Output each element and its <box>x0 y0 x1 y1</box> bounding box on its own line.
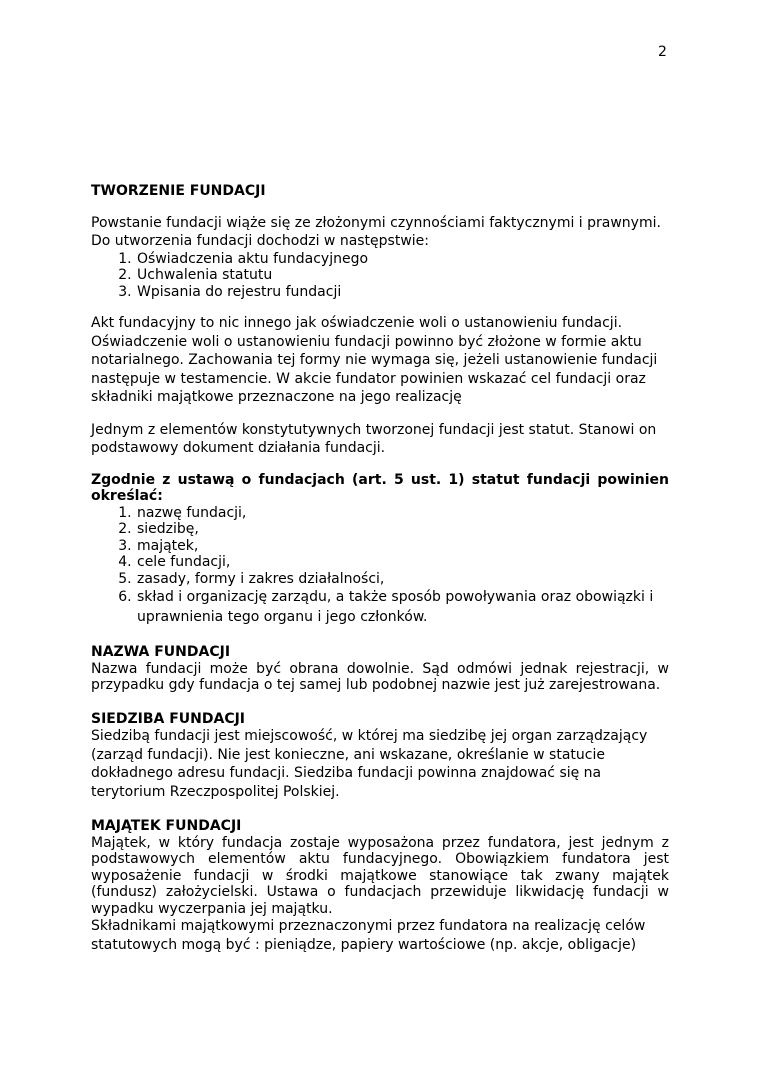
list-item: 2. siedzibę, <box>136 521 669 538</box>
list-item: 1. nazwę fundacji, <box>136 505 669 522</box>
section-heading-nazwa: NAZWA FUNDACJI <box>91 644 231 660</box>
creation-steps-list <box>91 251 669 301</box>
list-item: 6. skład i organizację zarządu, a także sposób powoływania oraz obowiązki i uprawnienia tego organu i jego członków. <box>136 587 669 627</box>
nazwa-paragraph: Nazwa fundacji może być obrana dowolnie. Sąd odmówi jednak rejestracji, w przypadku gdy fundacja o tej samej lub podobnej nazwie jest już zarejestrowana. <box>91 660 669 693</box>
list-item: 2. Uchwalenia statutu <box>136 267 669 284</box>
siedziba-paragraph: Siedzibą fundacji jest miejscowość, w której ma siedzibę jej organ zarządzający (zarząd fundacji). Nie jest konieczne, ani wskazane, określanie w statucie dokładnego adresu fundacji. Siedziba fundacji powinna znajdować się na terytorium Rzeczpospolitej Polskiej. <box>91 728 648 800</box>
section-heading-majatek: MAJĄTEK FUNDACJI <box>91 818 242 834</box>
document-body <box>91 183 669 954</box>
statute-contents-list <box>91 505 669 628</box>
section-heading-siedziba: SIEDZIBA FUNDACJI <box>91 710 246 727</box>
list-item: 5. zasady, formy i zakres działalności, <box>136 571 669 588</box>
majatek-paragraph-2: Składnikami majątkowymi przeznaczonymi przez fundatora na realizację celów statutowych mogą być : pieniądze, papiery wartościowe (np. akcje, obligacje) <box>91 918 646 953</box>
section-heading-tworzenie: TWORZENIE FUNDACJI <box>91 183 266 199</box>
list-item: 3. majątek, <box>136 538 669 555</box>
akt-fundacyjny-paragraph: Akt fundacyjny to nic innego jak oświadczenie woli o ustanowieniu fundacji. Oświadczenie woli o ustanowieniu fundacji powinno być złożone w formie aktu notarialnego. Zachowania tej formy nie wymaga się, jeżeli ustanowienie fundacji następuje w testamencie. W akcie fundator powinien wskazać cel fundacji oraz składniki majątkowe przeznaczone na jego realizację <box>91 315 658 405</box>
section-heading-statut: Zgodnie z ustawą o fundacjach (art. 5 ust. 1) statut fundacji powinien określać: <box>91 471 669 504</box>
list-item: 1. Oświadczenia aktu fundacyjnego <box>136 251 669 268</box>
tworzenie-intro: Powstanie fundacji wiąże się ze złożonymi czynnościami faktycznymi i prawnymi. Do utworzenia fundacji dochodzi w następstwie: <box>91 214 661 249</box>
statut-paragraph: Jednym z elementów konstytutywnych tworzonej fundacji jest statut. Stanowi on podstawowy dokument działania fundacji. <box>91 421 657 456</box>
list-item: 3. Wpisania do rejestru fundacji <box>136 284 669 301</box>
page-number: 2 <box>658 44 667 60</box>
majatek-paragraph: Majątek, w który fundacja zostaje wyposażona przez fundatora, jest jednym z podstawowych elementów aktu fundacyjnego. Obowiązkiem fundatora jest wyposażenie fundacji w środki majątkowe stanowiące tak zwany majątek (fundusz) założycielski. Ustawa o fundacjach przewiduje likwidację fundacji w wypadku wyczerpania jej majątku. <box>91 834 669 917</box>
list-item: 4. cele fundacji, <box>136 554 669 571</box>
